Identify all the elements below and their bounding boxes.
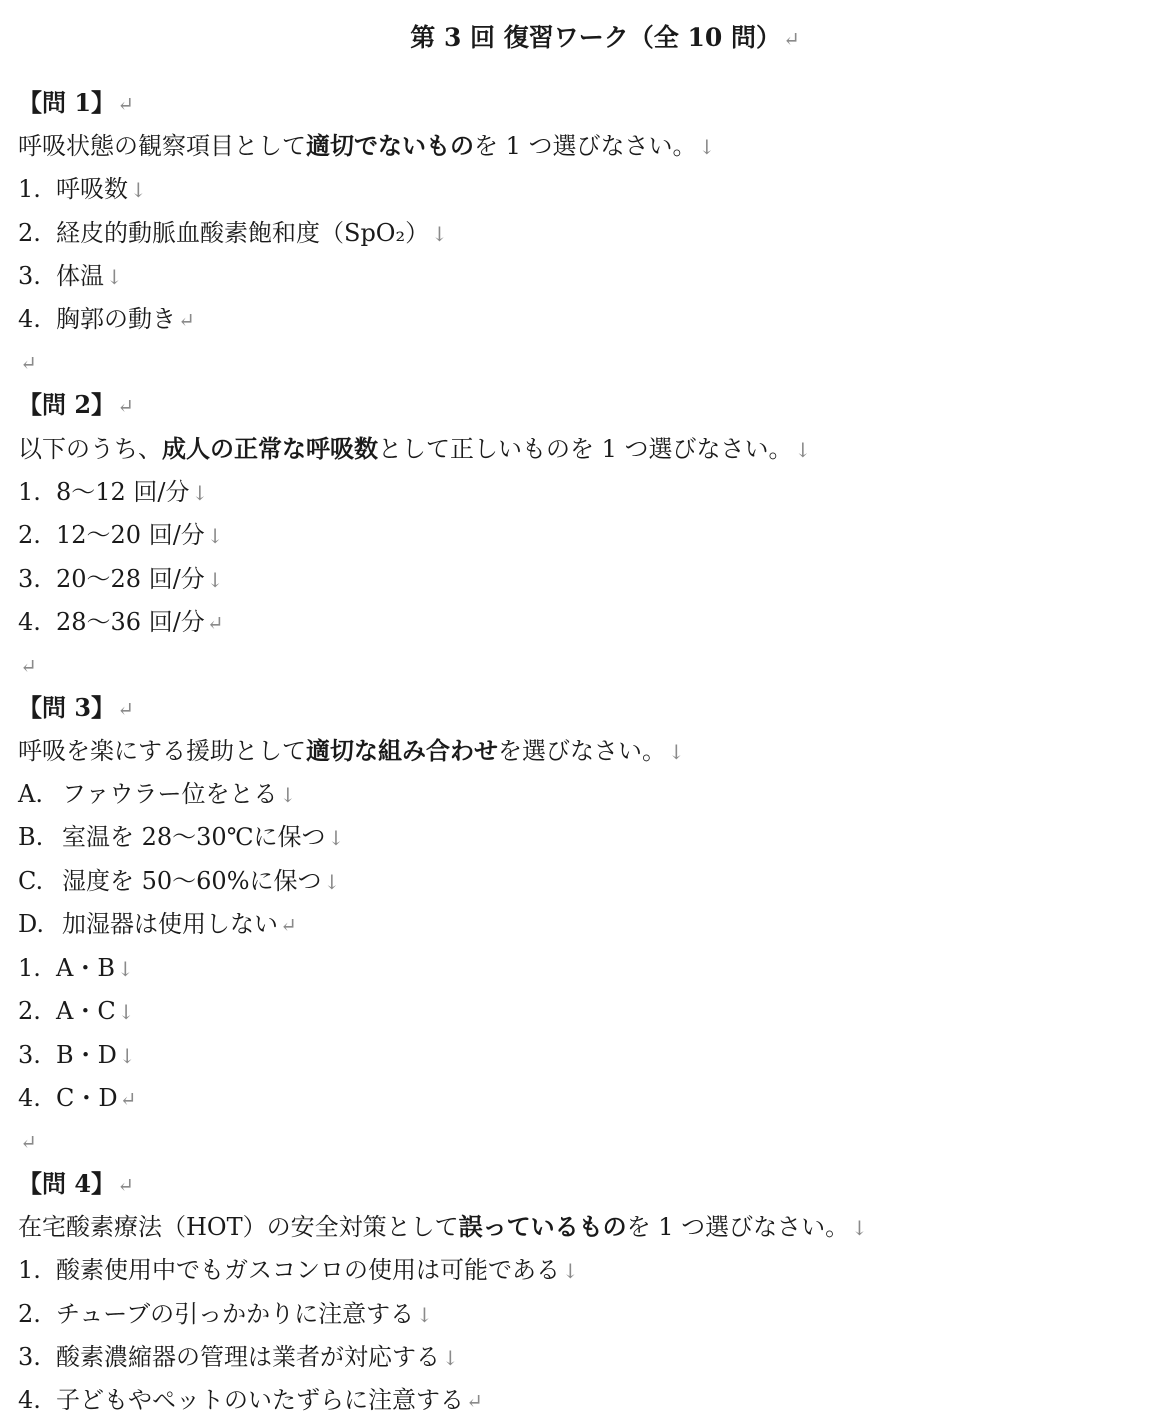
option-number: 3.: [18, 1343, 41, 1371]
q1-option-2: [18, 216, 448, 251]
q4-heading-text: 【問 4】: [18, 1169, 116, 1198]
q4-heading: [18, 1167, 134, 1202]
line-break-mark: ↓: [117, 1000, 135, 1024]
line-break-mark: ↓: [698, 135, 716, 159]
title-text: 第 3 回 復習ワーク（全 10 問）: [410, 23, 781, 52]
q2-stem-pre: 以下のうち、: [18, 435, 162, 463]
option-text: 8〜12 回/分: [56, 478, 190, 506]
option-text: 12〜20 回/分: [56, 521, 205, 549]
item-text: 室温を 28〜30℃に保つ: [62, 823, 326, 851]
q3-item-a: [18, 777, 296, 812]
option-number: 3.: [18, 565, 41, 593]
q1-heading-text: 【問 1】: [18, 88, 116, 117]
q1-stem-post: を 1 つ選びなさい。: [474, 132, 697, 160]
option-number: 2.: [18, 219, 41, 247]
option-text: 呼吸数: [56, 175, 128, 203]
line-break-mark: ↓: [794, 438, 812, 462]
q1-stem: [18, 129, 715, 164]
q1-option-3: [18, 259, 123, 294]
option-number: 1.: [18, 1256, 41, 1284]
paragraph-mark: ↵: [119, 1087, 137, 1111]
line-break-mark: ↓: [668, 740, 685, 764]
option-text: 酸素使用中でもガスコンロの使用は可能である: [56, 1256, 560, 1284]
option-number: 4.: [18, 305, 41, 333]
q3-stem: [18, 734, 685, 769]
option-text: 酸素濃縮器の管理は業者が対応する: [56, 1343, 440, 1371]
q1-option-1: [18, 172, 147, 207]
option-number: 4.: [18, 1084, 41, 1112]
q3-option-3: [18, 1038, 136, 1073]
paragraph-mark: ↵: [117, 394, 134, 418]
paragraph-mark: ↵: [466, 1389, 483, 1413]
q2-stem-bold: 成人の正常な呼吸数: [162, 434, 378, 463]
option-text: A・B: [56, 954, 115, 982]
line-break-mark: ↓: [130, 178, 147, 202]
option-text: 20〜28 回/分: [56, 565, 205, 593]
q4-stem-pre: 在宅酸素療法（HOT）の安全対策として: [18, 1213, 459, 1241]
line-break-mark: ↓: [851, 1216, 868, 1240]
option-text: 子どもやペットのいたずらに注意する: [56, 1386, 464, 1414]
line-break-mark: ↓: [416, 1303, 433, 1327]
option-text: C・D: [56, 1084, 118, 1112]
option-text: チューブの引っかかりに注意する: [56, 1300, 415, 1328]
q3-stem-pre: 呼吸を楽にする援助として: [18, 737, 306, 765]
line-break-mark: ↓: [327, 826, 345, 850]
line-break-mark: ↓: [323, 870, 341, 894]
q3-option-1: [18, 951, 134, 986]
line-break-mark: ↓: [279, 783, 297, 807]
paragraph-mark: ↵: [178, 308, 195, 332]
q3-heading: [18, 691, 134, 726]
q4-option-1: [18, 1253, 579, 1288]
option-number: 1.: [18, 478, 41, 506]
blank-paragraph: [18, 345, 37, 380]
option-text: 経皮的動脈血酸素飽和度（SpO₂）: [56, 219, 430, 247]
option-number: 2.: [18, 1300, 41, 1328]
option-text: B・D: [56, 1041, 117, 1069]
paragraph-mark: ↵: [117, 1173, 134, 1197]
item-letter: A.: [18, 780, 43, 808]
q3-item-d: [18, 907, 297, 942]
q3-option-4: [18, 1081, 136, 1116]
q3-stem-bold: 適切な組み合わせ: [306, 736, 498, 765]
q4-option-4: [18, 1383, 483, 1418]
line-break-mark: ↓: [106, 265, 123, 289]
option-number: 3.: [18, 1041, 41, 1069]
q1-stem-bold: 適切でないもの: [306, 131, 474, 160]
option-number: 3.: [18, 262, 41, 290]
q4-stem-post: を 1 つ選びなさい。: [626, 1213, 850, 1241]
option-number: 2.: [18, 997, 41, 1025]
option-number: 2.: [18, 521, 41, 549]
q3-heading-text: 【問 3】: [18, 693, 116, 722]
q2-option-3: [18, 562, 224, 597]
line-break-mark: ↓: [431, 222, 448, 246]
option-text: A・C: [56, 997, 116, 1025]
item-letter: B.: [18, 823, 44, 851]
document-title: [0, 18, 1152, 59]
line-break-mark: ↓: [206, 524, 224, 548]
paragraph-mark: ↵: [206, 611, 224, 635]
line-break-mark: ↓: [116, 957, 134, 981]
q2-heading-text: 【問 2】: [18, 390, 116, 419]
line-break-mark: ↓: [191, 481, 209, 505]
q4-option-3: [18, 1340, 459, 1375]
option-number: 4.: [18, 1386, 41, 1414]
q1-heading: [18, 86, 134, 121]
blank-paragraph: [18, 1124, 37, 1159]
paragraph-mark: ↵: [20, 654, 37, 678]
option-text: 体温: [56, 262, 104, 290]
item-text: 湿度を 50〜60%に保つ: [62, 867, 322, 895]
paragraph-mark: ↵: [20, 1130, 37, 1154]
option-text: 28〜36 回/分: [56, 608, 205, 636]
q4-option-2: [18, 1297, 433, 1332]
paragraph-mark: ↵: [280, 913, 297, 937]
q4-stem-bold: 誤っているもの: [458, 1212, 627, 1241]
line-break-mark: ↓: [206, 568, 224, 592]
q2-option-4: [18, 605, 224, 640]
line-break-mark: ↓: [118, 1044, 136, 1068]
paragraph-mark: ↵: [782, 27, 800, 51]
q2-stem: [18, 432, 811, 467]
paragraph-mark: ↵: [20, 351, 37, 375]
option-number: 1.: [18, 175, 41, 203]
q4-stem: [18, 1210, 868, 1245]
q1-stem-pre: 呼吸状態の観察項目として: [18, 132, 306, 160]
q2-stem-post: として正しいものを 1 つ選びなさい。: [378, 435, 793, 463]
q2-option-1: [18, 475, 208, 510]
item-letter: D.: [18, 910, 45, 938]
option-number: 4.: [18, 608, 41, 636]
option-text: 胸郭の動き: [56, 305, 176, 333]
paragraph-mark: ↵: [117, 697, 134, 721]
q3-option-2: [18, 994, 134, 1029]
option-number: 1.: [18, 954, 41, 982]
item-text: 加湿器は使用しない: [62, 910, 278, 938]
paragraph-mark: ↵: [117, 92, 134, 116]
blank-paragraph: [18, 648, 37, 683]
line-break-mark: ↓: [442, 1346, 459, 1370]
q3-item-c: [18, 864, 340, 899]
q3-item-b: [18, 820, 344, 855]
item-letter: C.: [18, 867, 44, 895]
line-break-mark: ↓: [562, 1259, 579, 1283]
q3-stem-post: を選びなさい。: [498, 737, 666, 765]
q1-option-4: [18, 302, 195, 337]
item-text: ファウラー位をとる: [62, 780, 278, 808]
q2-heading: [18, 388, 134, 423]
q2-option-2: [18, 518, 224, 553]
